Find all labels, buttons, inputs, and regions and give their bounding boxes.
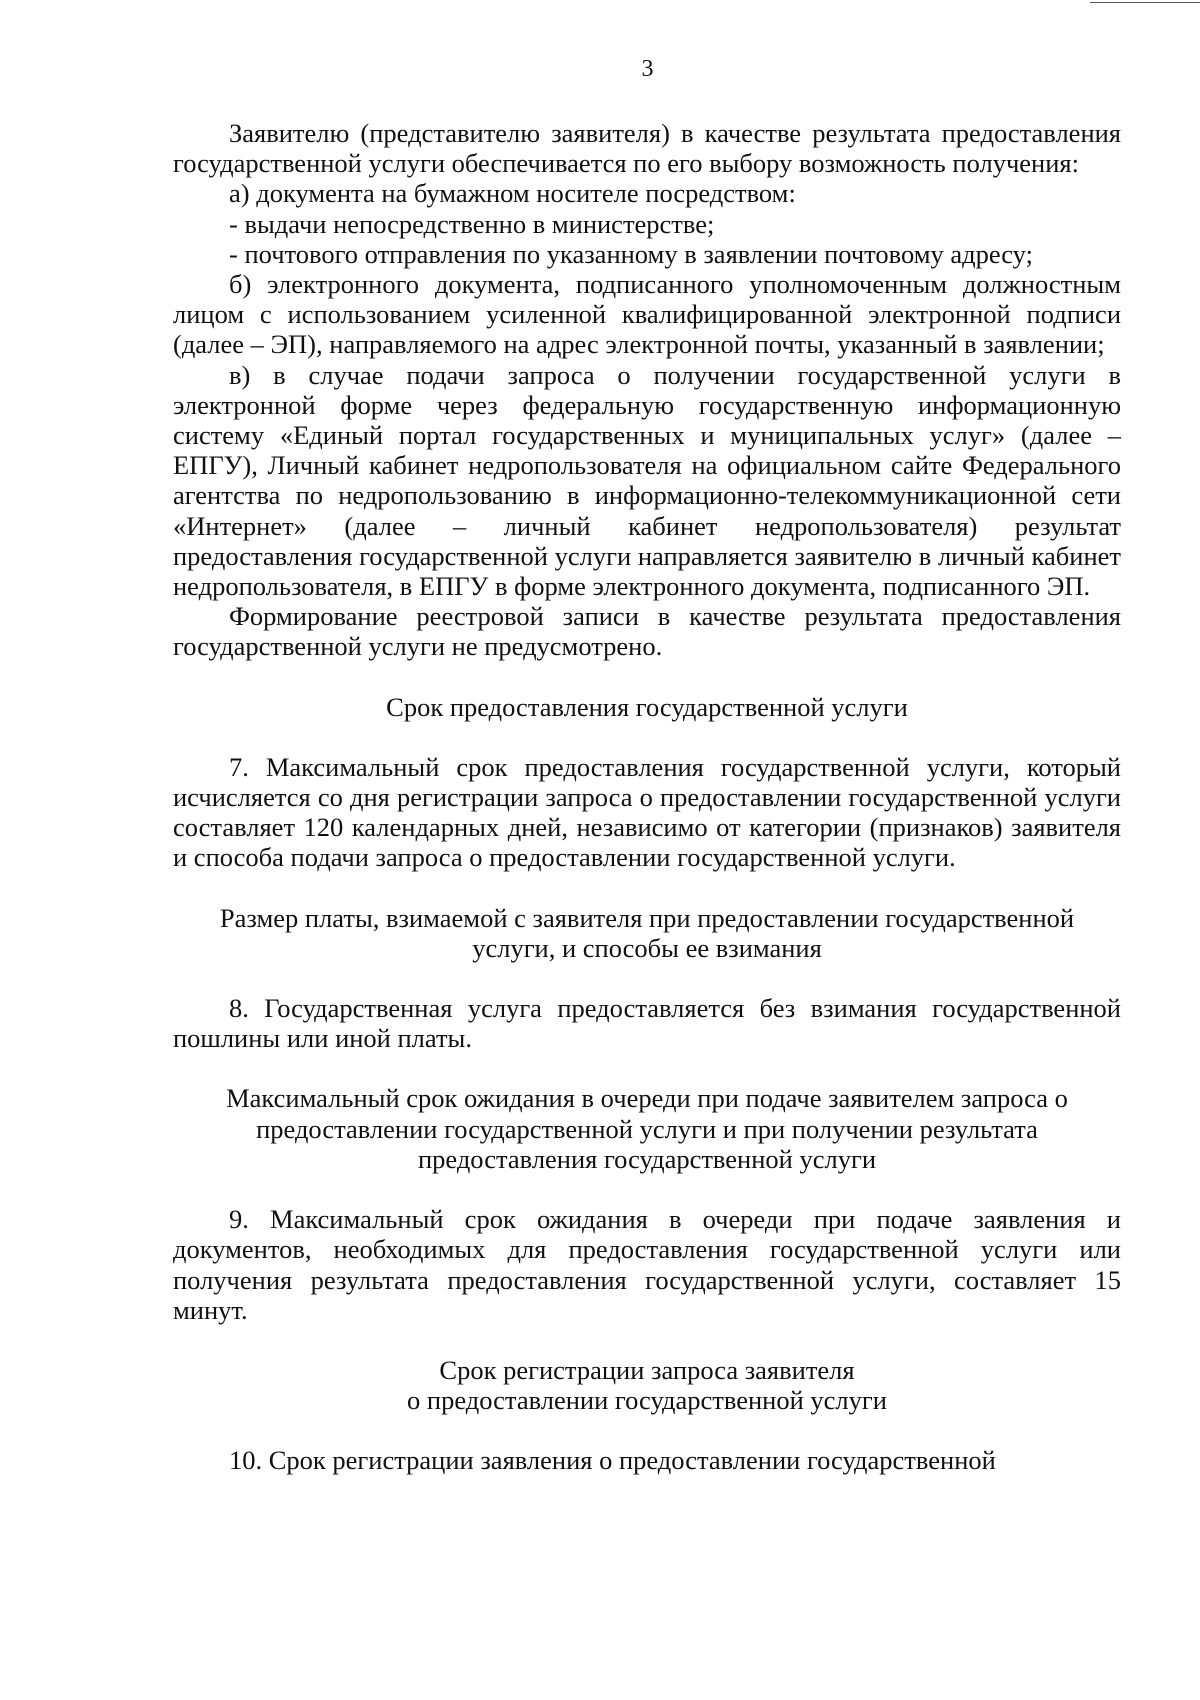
section-heading-term: [173, 692, 1121, 722]
paragraph-item-9: 9. Максимальный срок ожидания в очереди при подаче заявления и документов, необходимых для предоставления государственной услуги или получения результата предоставления государственной услуги, составляет 15 минут.: [173, 1204, 1121, 1325]
heading-line: предоставлении государственной услуги и при получении результата: [256, 1113, 1038, 1144]
scan-edge-line: [1090, 2, 1200, 3]
heading-line: Срок регистрации запроса заявителя: [439, 1354, 855, 1385]
paragraph-item-10: 10. Срок регистрации заявления о предоставлении государственной: [229, 1445, 996, 1476]
section-heading-registration: [173, 1355, 1121, 1415]
heading-line: Срок предоставления государственной услуги: [386, 691, 908, 722]
paragraph-item-8: 8. Государственная услуга предоставляется без взимания государственной пошлины или иной платы.: [173, 993, 1121, 1054]
paragraph-option-b: б) электронного документа, подписанного уполномоченным должностным лицом с использованием усиленной квалифицированной электронной подписи (далее – ЭП), направляемого на адрес электронной почты, указанный в заявлении;: [173, 269, 1121, 360]
heading-line: предоставления государственной услуги: [417, 1143, 877, 1174]
paragraph-option-a-issue: - выдачи непосредственно в министерстве;: [229, 208, 715, 239]
paragraph-result-options: Заявителю (представителю заявителя) в качестве результата предоставления государственной услуги обеспечивается по его выбору возможность получения:: [173, 118, 1121, 179]
section-heading-fee: [173, 903, 1121, 963]
section-heading-queue: [173, 1083, 1121, 1174]
heading-line: услуги, и способы ее взимания: [472, 932, 822, 963]
paragraph-option-c: в) в случае подачи запроса о получении государственной услуги в электронной форме через федеральную государственную информационную систему «Единый портал государственных и муниципальных услуг» (далее – ЕПГУ), Личный кабинет недропользователя на официальном сайте Федерального агентства по недропользованию в информационно-телекоммуникационной сети «Интернет» (далее – личный кабинет недропользователя) результат предоставления государственной услуги направляется заявителю в личный кабинет недропользователя, в ЕПГУ в форме электронного документа, подписанного ЭП.: [173, 359, 1121, 602]
paragraph-option-a-mail: - почтового отправления по указанному в заявлении почтовому адресу;: [229, 238, 1033, 269]
page-number: 3: [641, 56, 654, 82]
heading-line: о предоставлении государственной услуги: [407, 1385, 887, 1416]
paragraph-item-7: 7. Максимальный срок предоставления государственной услуги, который исчисляется со дня регистрации запроса о предоставлении государственной услуги составляет 120 календарных дней, независимо от категории (признаков) заявителя и способа подачи запроса о предоставлении государственной услуги.: [173, 751, 1121, 873]
heading-line: Максимальный срок ожидания в очереди при подаче заявителем запроса о: [226, 1083, 1068, 1114]
paragraph-registry-record: Формирование реестровой записи в качестве результата предоставления государственной услуги не предусмотрено.: [173, 601, 1121, 662]
document-body: [173, 118, 1121, 1476]
heading-line: Размер платы, взимаемой с заявителя при предоставлении государственной: [219, 902, 1075, 933]
paragraph-option-a: а) документа на бумажном носителе посредством:: [229, 178, 796, 209]
